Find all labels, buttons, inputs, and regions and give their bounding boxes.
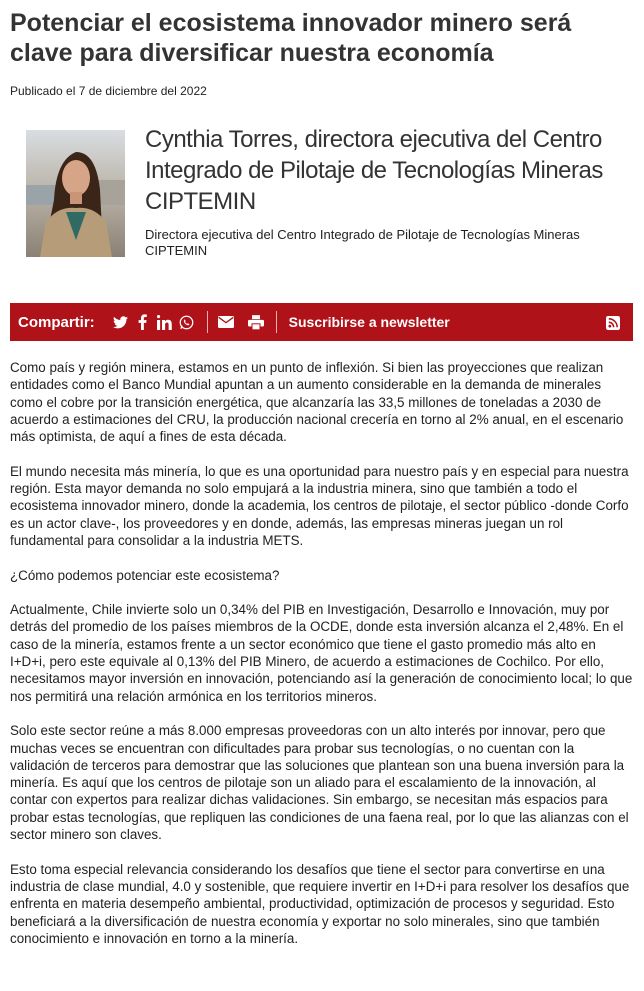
divider bbox=[207, 311, 208, 333]
share-bar bbox=[10, 303, 633, 341]
divider bbox=[276, 311, 277, 333]
article-body bbox=[10, 359, 634, 964]
whatsapp-icon[interactable] bbox=[177, 312, 197, 332]
linkedin-icon[interactable] bbox=[155, 312, 175, 332]
twitter-icon[interactable] bbox=[111, 312, 131, 332]
author-role: Directora ejecutiva del Centro Integrado de Pilotaje de Tecnologías Mineras CIPTEMIN bbox=[145, 227, 580, 258]
author-name: Cynthia Torres, directora ejecutiva del Centro Integrado de Pilotaje de Tecnologías Mineras CIPTEMIN bbox=[145, 126, 603, 215]
author-photo bbox=[26, 130, 125, 257]
facebook-icon[interactable] bbox=[133, 312, 153, 332]
paragraph: Actualmente, Chile invierte solo un 0,34% del PIB en Investigación, Desarrollo e Innovación, muy por detrás del promedio de los países miembros de la OCDE, donde esta inversión alcanza el 2,48%. En el caso de la minería, estamos frente a un sector económico que tiene el gasto promedio más alto en I+D+i, pero este equivale al 0,13% del PIB Minero, de acuerdo a estimaciones de Cochilco. Por ello, necesitamos mayor inversión en innovación, potenciando así la generación de conocimiento local; lo que nos permitirá una relación armónica en los territorios mineros. bbox=[10, 602, 633, 704]
paragraph: Como país y región minera, estamos en un punto de inflexión. Si bien las proyecciones que realizan entidades como el Banco Mundial apuntan a un aumento considerable en la demanda de minerales como el cobre por la transición energética, que alcanzaría las 33,5 millones de toneladas a 2030 de acuerdo a estimaciones del CRU, la producción nacional crecería en torno al 2% anual, en el escenario más optimista, de aquí a fines de esta década. bbox=[10, 360, 624, 445]
paragraph: El mundo necesita más minería, lo que es una oportunidad para nuestro país y en especial para nuestra región. Esta mayor demanda no solo empujará a la industria minera, sino que también a todo el ecosistema innovador minero, donde la academia, los centros de pilotaje, el sector público -donde Corfo es un actor clave-, los proveedores y en donde, además, las empresas mineras juegan un rol fundamental para consolidar a la industria METS. bbox=[10, 463, 629, 548]
print-icon[interactable] bbox=[246, 312, 266, 332]
rss-icon[interactable] bbox=[603, 313, 623, 333]
newsletter-link[interactable]: Suscribirse a newsletter bbox=[288, 314, 450, 330]
share-label: Compartir: bbox=[18, 313, 95, 331]
publish-date: Publicado el 7 de diciembre del 2022 bbox=[10, 84, 207, 98]
paragraph: Esto toma especial relevancia considerando los desafíos que tiene el sector para convertirse en una industria de clase mundial, 4.0 y sostenible, que requiere invertir en I+D+i para resolver los desafíos que enfrenta en materia desempeño ambiental, productividad, optimización de procesos y seguridad. Esto beneficiará a la diversificación de nuestra economía y exportar no solo minerales, sino que también conocimiento e innovación en torno a la minería. bbox=[10, 861, 630, 946]
article-title: Potenciar el ecosistema innovador minero será clave para diversificar nuestra economía bbox=[10, 9, 572, 67]
paragraph: Solo este sector reúne a más 8.000 empresas proveedoras con un alto interés por innovar, pero que muchas veces se encuentran con dificultades para probar sus tecnologías, o no cuentan con la validación de terceros para demostrar que las soluciones que plantean son una buena inversión para la minería. Es aquí que los centros de pilotaje son un aliado para el escalamiento de la innovación, al contar con expertos para realizar dichas validaciones. Sin embargo, se necesitan más espacios para probar estas tecnologías, que repliquen las condiciones de una faena real, por lo que las alianzas con el sector minero son claves. bbox=[10, 723, 629, 843]
paragraph: ¿Cómo podemos potenciar este ecosistema? bbox=[10, 567, 280, 583]
email-icon[interactable] bbox=[216, 312, 236, 332]
